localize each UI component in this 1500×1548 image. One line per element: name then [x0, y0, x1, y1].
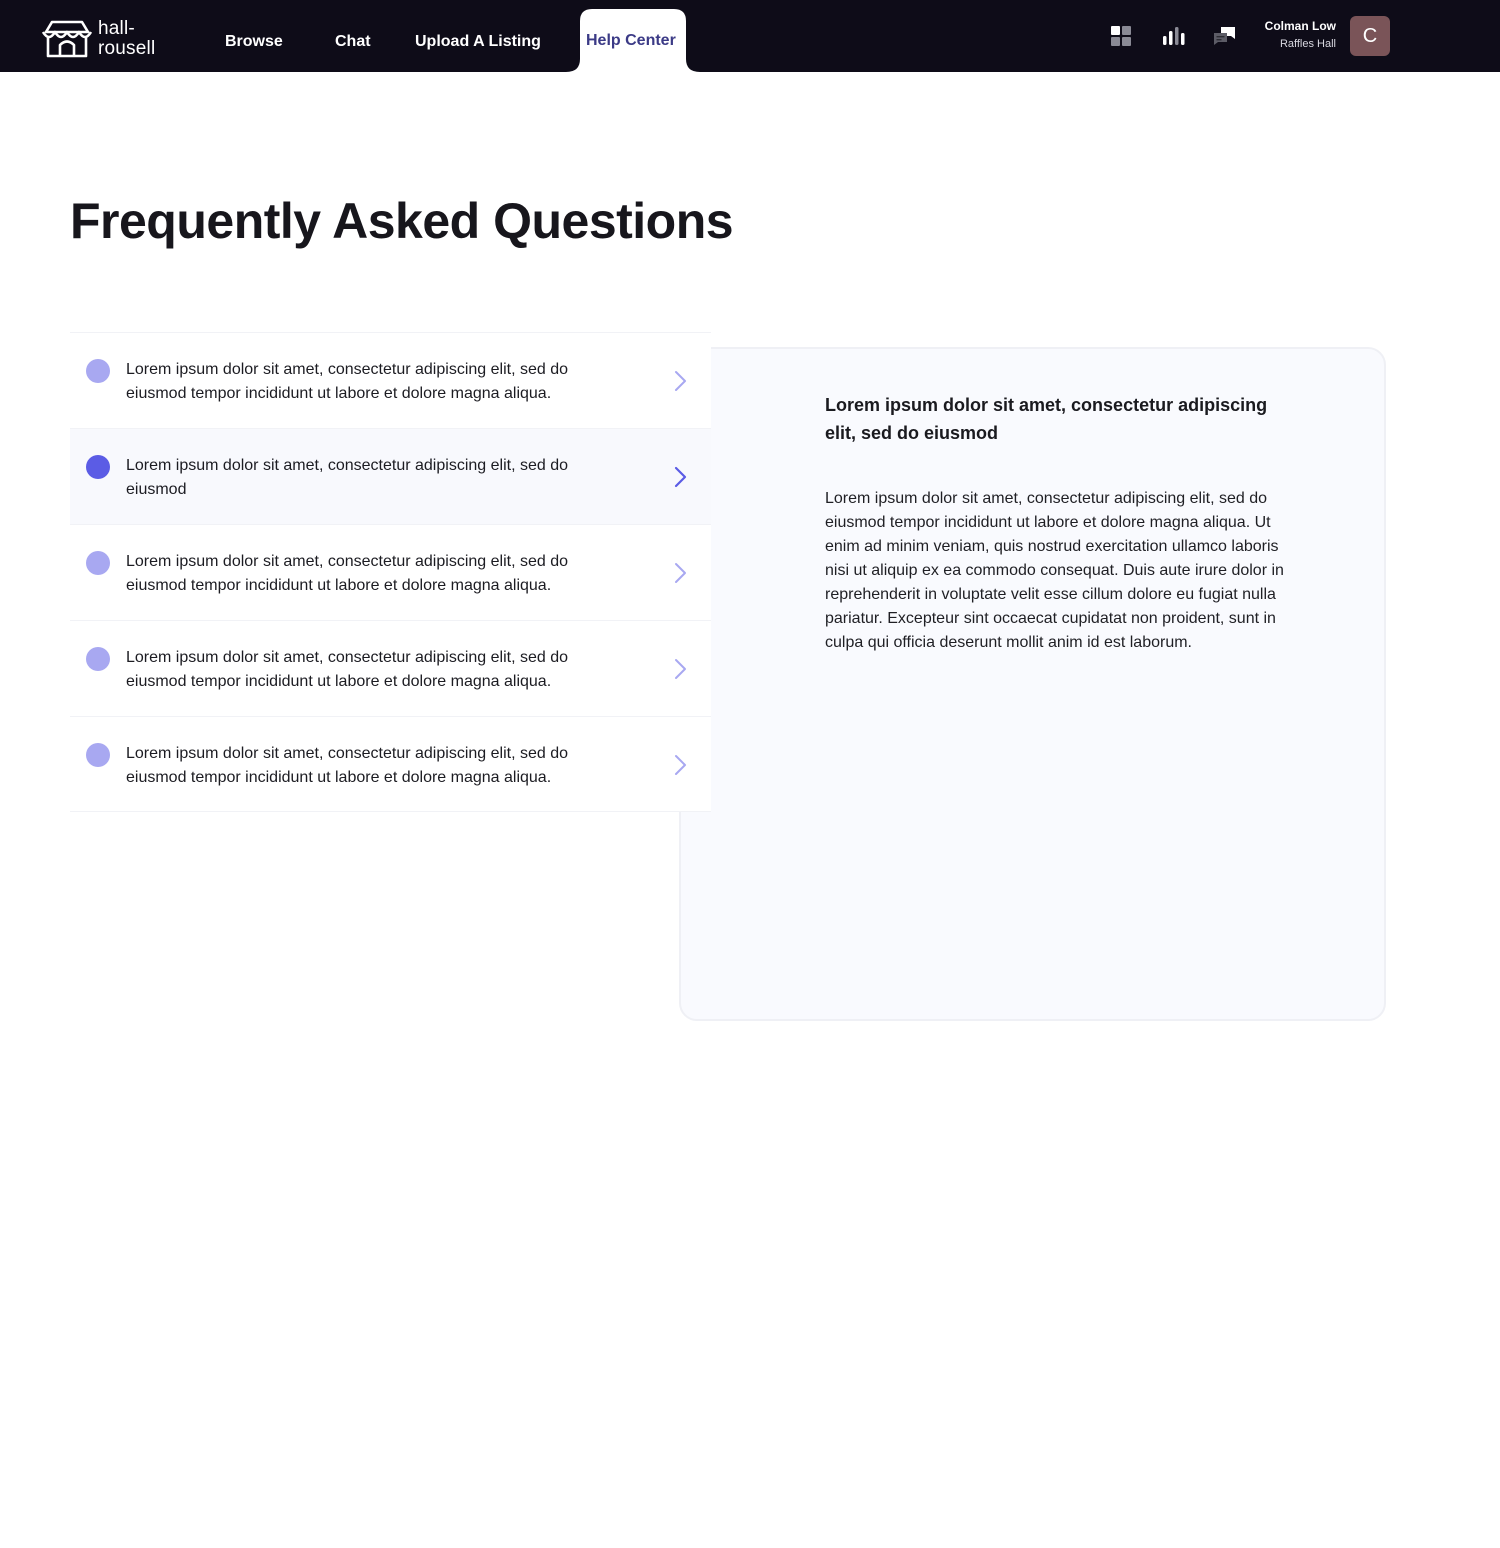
bullet-dot-icon — [86, 647, 110, 671]
storefront-icon — [40, 18, 94, 60]
faq-question: Lorem ipsum dolor sit amet, consectetur adipiscing elit, sed do eiusmod tempor incididunt ut labore et dolore magna aliqua. — [126, 361, 568, 402]
analytics-icon[interactable] — [1162, 24, 1186, 48]
chevron-right-icon — [673, 561, 689, 585]
bullet-dot-icon — [86, 455, 110, 479]
user-name: Colman Low — [1264, 19, 1336, 33]
nav-chat[interactable]: Chat — [335, 33, 371, 50]
faq-question: Lorem ipsum dolor sit amet, consectetur adipiscing elit, sed do eiusmod — [126, 457, 568, 498]
top-nav-bar — [0, 0, 1500, 72]
faq-item[interactable] — [70, 620, 711, 716]
answer-title: Lorem ipsum dolor sit amet, consectetur adipiscing elit, sed do eiusmod — [825, 395, 1268, 443]
bullet-dot-icon — [86, 743, 110, 767]
nav-help-center[interactable] — [566, 9, 702, 73]
faq-item[interactable] — [70, 332, 711, 428]
user-avatar[interactable]: C — [1350, 16, 1390, 56]
chevron-right-icon — [673, 369, 689, 393]
faq-list — [70, 332, 711, 812]
brand-logo[interactable] — [40, 18, 155, 60]
page-title: Frequently Asked Questions — [70, 193, 734, 249]
answer-body: Lorem ipsum dolor sit amet, consectetur adipiscing elit, sed do eiusmod tempor incididunt ut labore et dolore magna aliqua. Ut enim ad minim veniam, quis nostrud exercitation ullamco laboris nisi ut aliquip ex ea commodo consequat. Duis aute irure dolor in reprehenderit in voluptate velit esse cillum dolore eu fugiat nulla pariatur. Excepteur sint occaecat cupidatat non proident, sunt in culpa qui officia deserunt mollit anim id est laborum. — [825, 490, 1284, 651]
nav-help-center-label: Help Center — [586, 32, 676, 49]
nav-browse[interactable]: Browse — [225, 33, 283, 50]
brand-name-line2: rousell — [98, 38, 156, 59]
chevron-right-icon — [673, 753, 689, 777]
faq-question: Lorem ipsum dolor sit amet, consectetur adipiscing elit, sed do eiusmod tempor incididunt ut labore et dolore magna aliqua. — [126, 553, 568, 594]
faq-item[interactable] — [70, 716, 711, 812]
bullet-dot-icon — [86, 551, 110, 575]
messages-icon[interactable] — [1213, 24, 1237, 48]
faq-item-active[interactable] — [70, 428, 711, 524]
nav-upload-listing[interactable]: Upload A Listing — [415, 33, 541, 50]
brand-name-line1: hall- — [98, 18, 135, 39]
faq-question: Lorem ipsum dolor sit amet, consectetur adipiscing elit, sed do eiusmod tempor incididunt ut labore et dolore magna aliqua. — [126, 745, 568, 786]
faq-answer-panel — [679, 347, 1386, 1021]
chevron-right-icon — [673, 657, 689, 681]
brand-name — [98, 19, 155, 59]
bullet-dot-icon — [86, 359, 110, 383]
faq-question: Lorem ipsum dolor sit amet, consectetur adipiscing elit, sed do eiusmod tempor incididunt ut labore et dolore magna aliqua. — [126, 649, 568, 690]
dashboard-icon[interactable] — [1109, 24, 1133, 48]
chevron-right-icon — [673, 465, 689, 489]
user-hall: Raffles Hall — [1279, 38, 1336, 50]
faq-item[interactable] — [70, 524, 711, 620]
